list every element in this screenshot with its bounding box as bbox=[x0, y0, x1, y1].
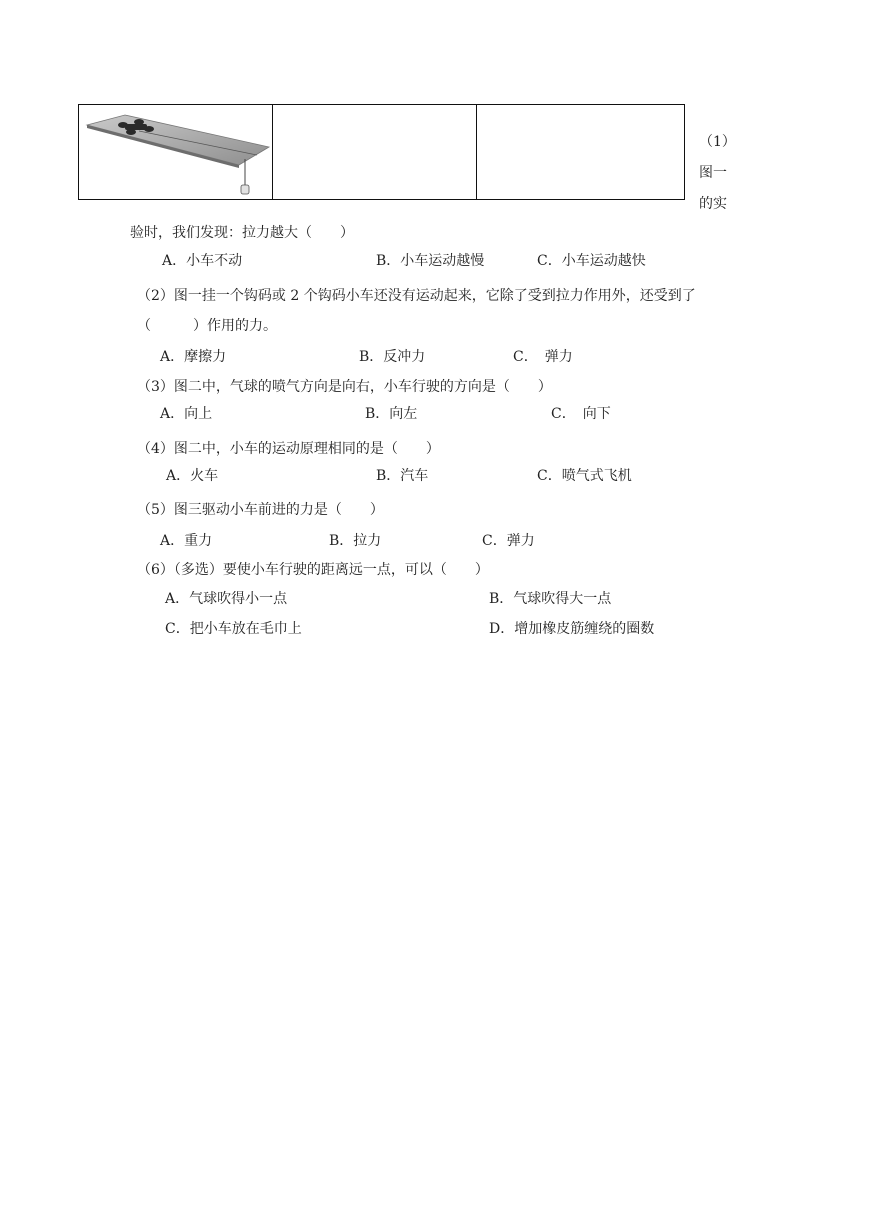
figure-one-cell bbox=[79, 105, 273, 199]
q6-option-c: C．把小车放在毛巾上 bbox=[165, 621, 302, 637]
q6-option-a: A．气球吹得小一点 bbox=[165, 591, 288, 607]
q1-stem: 验时，我们发现：拉力越大（ ） bbox=[130, 225, 354, 241]
q3-stem: （3）图二中，气球的喷气方向是向右，小车行驶的方向是（ ） bbox=[137, 379, 552, 395]
track-board-with-hanging-weight-icon bbox=[79, 105, 271, 199]
q4-option-a: A．火车 bbox=[166, 468, 219, 484]
q6-option-b: B．气球吹得大一点 bbox=[489, 591, 612, 607]
figure-three-cell bbox=[476, 105, 684, 199]
q4-option-b: B．汽车 bbox=[376, 468, 429, 484]
figure-table bbox=[78, 104, 685, 200]
q3-option-a: A．向上 bbox=[160, 406, 213, 422]
q1-side-text-2: 的实 bbox=[699, 196, 727, 212]
q2-option-b: B．反冲力 bbox=[359, 349, 426, 365]
q1-number: （1） bbox=[699, 134, 736, 150]
q1-option-c: C．小车运动越快 bbox=[537, 253, 646, 269]
q1-option-b: B．小车运动越慢 bbox=[376, 253, 485, 269]
q2-stem-line2: （ ）作用的力。 bbox=[137, 318, 277, 334]
q5-stem: （5）图三驱动小车前进的力是（ ） bbox=[137, 502, 384, 518]
q5-option-b: B．拉力 bbox=[329, 533, 382, 549]
figure-two-cell bbox=[272, 105, 477, 199]
q2-option-a: A．摩擦力 bbox=[160, 349, 227, 365]
q2-option-c: C． 弹力 bbox=[513, 349, 573, 365]
q4-option-c: C．喷气式飞机 bbox=[537, 468, 632, 484]
q3-option-c: C． 向下 bbox=[551, 406, 611, 422]
q4-stem: （4）图二中，小车的运动原理相同的是（ ） bbox=[137, 441, 440, 457]
q6-option-d: D．增加橡皮筋缠绕的圈数 bbox=[489, 621, 655, 637]
q3-option-b: B．向左 bbox=[365, 406, 418, 422]
q5-option-a: A．重力 bbox=[160, 533, 213, 549]
q2-stem-line1: （2）图一挂一个钩码或 2 个钩码小车还没有运动起来，它除了受到拉力作用外，还受到了 bbox=[137, 288, 696, 304]
q6-stem: （6）（多选）要使小车行驶的距离远一点，可以（ ） bbox=[137, 562, 489, 578]
q1-option-a: A．小车不动 bbox=[162, 253, 243, 269]
q1-side-text-1: 图一 bbox=[699, 165, 727, 181]
q5-option-c: C．弹力 bbox=[482, 533, 535, 549]
